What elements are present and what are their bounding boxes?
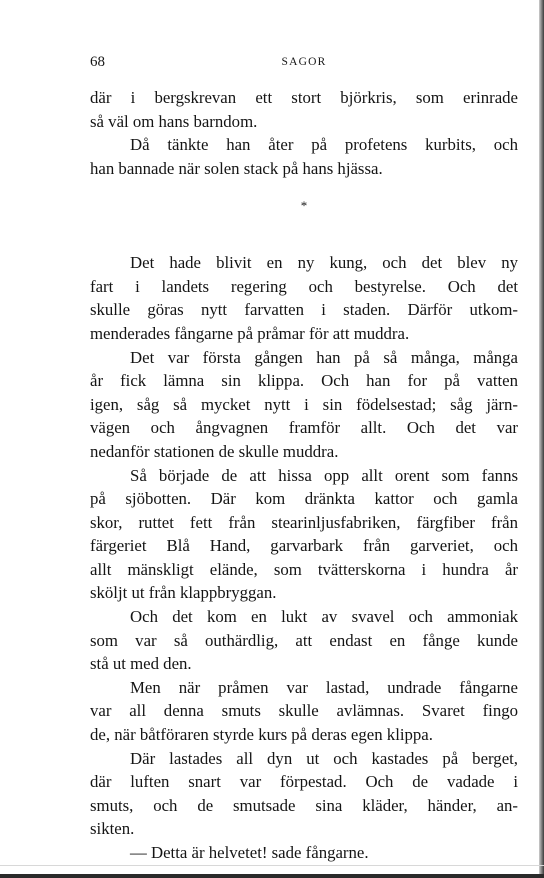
text-line: år fick lämna sin klippa. Och han for på vatten: [90, 371, 518, 391]
text-line: där luften snart var förpestad. Och de vadade i: [90, 772, 518, 792]
running-title: SAGOR: [281, 56, 327, 68]
text-line: på sjöbotten. Där kom dränkta kattor och gamla: [90, 489, 518, 509]
text-line: stå ut med den.: [90, 654, 192, 674]
text-line: menderades fångarne på pråmar för att muddra.: [90, 323, 410, 343]
text-line: Och det kom en lukt av svavel och ammoniak: [130, 607, 518, 627]
text-line: skulle göras nytt farvatten i staden. Därför utkom-: [90, 300, 518, 320]
text-line: Då tänkte han åter på profetens kurbits, och: [130, 135, 518, 155]
text-line: skor, ruttet fett från stearinljusfabriken, färgfiber från: [90, 512, 518, 532]
text-line: där i bergskrevan ett stort björkris, som erinrade: [90, 88, 518, 107]
text-line: Det hade blivit en ny kung, och det blev ny: [130, 253, 518, 273]
body-text: [90, 86, 518, 865]
blank-line: [90, 228, 518, 252]
page-right-edge-shadow: [539, 0, 544, 878]
text-line: nedanför stationen de skulle muddra.: [90, 441, 339, 461]
text-line: igen, såg så mycket nytt i sin födelsestad; såg järn-: [90, 394, 518, 414]
text-line: som var så outhärdlig, att endast en fånge kunde: [90, 630, 518, 650]
text-line: Där lastades all dyn ut och kastades på berget,: [130, 748, 518, 768]
text-line: var all denna smuts skulle avlämnas. Svaret fingo: [90, 701, 518, 721]
page-bottom-edge-shadow: [0, 874, 544, 878]
text-line: vägen och ångvagnen framför allt. Och det var: [90, 418, 518, 438]
text-line: de, när båtföraren styrde kurs på deras egen klippa.: [90, 725, 433, 745]
text-line: fart i landets regering och bestyrelse. Och det: [90, 276, 518, 296]
text-line: Men när pråmen var lastad, undrade fångarne: [130, 677, 518, 697]
section-break-ornament: *: [300, 198, 308, 213]
text-line: sköljt ut från klappbryggan.: [90, 583, 277, 603]
page-bottom-line: [0, 865, 544, 866]
page-header: [90, 54, 518, 72]
text-line: han bannade när solen stack på hans hjässa.: [90, 158, 383, 178]
text-line: allt mänskligt elände, som tvätterskorna i hundra år: [90, 559, 518, 579]
text-line: sikten.: [90, 819, 135, 839]
text-line: så väl om hans barndom.: [90, 111, 258, 131]
text-line: Så började de att hissa opp allt orent som fanns: [130, 465, 518, 485]
text-line: färgeriet Blå Hand, garvarbark från garveriet, och: [90, 536, 518, 556]
page-number: 68: [90, 54, 105, 70]
text-line: — Detta är helvetet! sade fångarne.: [130, 843, 369, 862]
text-line: smuts, och de smutsade sina kläder, händer, an-: [90, 795, 518, 815]
text-line: Det var första gången han på så många, många: [130, 347, 518, 367]
